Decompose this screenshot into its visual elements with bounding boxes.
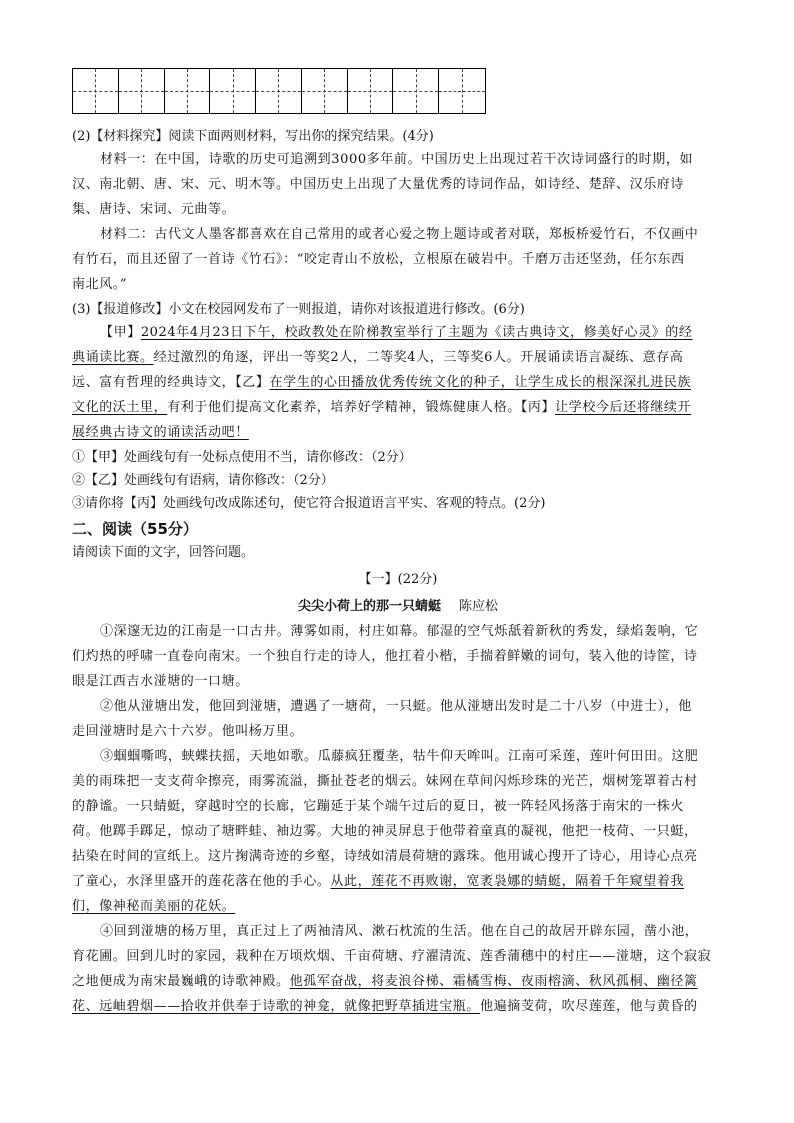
- article-line: 育花圃。回到儿时的家园，栽种在万顷炊烟、千亩荷塘、疗濯清流、莲香蒲穗中的村庄——湴塘，这个寂寂: [72, 949, 712, 964]
- underlined-jia-end: 典诵读比赛。: [72, 350, 154, 365]
- article-line: [72, 869, 724, 894]
- article-line: [72, 994, 724, 1019]
- report-sentence: 经过激烈的角逐，评出一等奖2人，二等奖4人，三等奖6人。开展诵读语言凝练、意存高: [153, 350, 684, 365]
- material-line: 汉、南北朝、唐、宋、元、明木等。中国历史上出现了大量优秀的诗词作品，如诗经、楚辞、汉乐府诗: [72, 177, 685, 192]
- reading-instruction: 请阅读下面的文字，回答问题。: [72, 545, 255, 560]
- report-line: [72, 370, 724, 395]
- article-author: 陈应松: [459, 599, 499, 614]
- article-line: 美的雨珠把一支支荷伞擦亮，雨雾流溢，撕扯苍老的烟云。妹网在草间闪烁珍珠的光芒，烟树笼罩着古村: [72, 774, 698, 789]
- article-paragraph-1: [72, 619, 724, 694]
- material-line: 有竹石，而且还留了一首诗《竹石》：“咬定青山不放松，立根原在破岩中。千磨万击还坚劲，任尔东西: [72, 252, 685, 267]
- report-line: [72, 320, 724, 345]
- article-line: ②他从湴塘出发，他回到湴塘，遭遇了一塘荷，一只蜓。他从湴塘出发时是二十八岁（中进士），他: [100, 699, 692, 714]
- article-title-line: [72, 595, 724, 619]
- underlined-sentence: 从此，莲花不再败谢，宽袤袅娜的蜻蜓，隔着千年窥望着我: [330, 874, 685, 889]
- marker-bing: 【丙】: [520, 400, 556, 415]
- article-paragraph-4: [72, 919, 724, 1019]
- section-heading-reading: 二、阅读（55分）: [72, 520, 198, 538]
- article-line: 荷。他踯手踯足，惊动了塘畔蛙、袖边雾。大地的神灵屏息于他带着童真的凝视，他把一枝荷、一只蜓，: [72, 824, 698, 839]
- report-sentence: 有利于他们提高文化素养，培养好学精神，锻炼健康人格。: [167, 400, 521, 415]
- article-sentence: 之地便成为南宋最巍峨的诗歌神殿。: [72, 974, 290, 989]
- grid-cell[interactable]: [256, 69, 302, 113]
- underlined-sentence: 们，像神秘而美丽的花妖。: [72, 899, 236, 914]
- report-line: [72, 395, 724, 420]
- section-label: 【一】(22分): [358, 572, 438, 587]
- report-sentence: 远、富有哲理的经典诗文，: [72, 375, 236, 390]
- article-line: ①深邃无边的江南是一口古井。薄雾如雨，村庄如幕。郁湿的空气烁舐着新秋的秀发，绿焰轰响，它: [100, 624, 699, 639]
- document-body: [72, 124, 724, 1019]
- grid-cell[interactable]: [165, 69, 211, 113]
- underlined-sentence: 他孤军奋战，将麦浪谷梯、霜橘雪梅、夜雨榕滴、秋风孤桐、幽径篱: [289, 974, 698, 989]
- underlined-yi: 在学生的心田播放优秀传统文化的种子，让学生成长的根深深扎进民族: [269, 375, 692, 390]
- q2-heading: (2)【材料探究】阅读下面两则材料，写出你的探究结果。(4分): [72, 129, 434, 144]
- marker-jia: 【甲】: [100, 325, 141, 340]
- article-line: [72, 969, 724, 994]
- underlined-yi-end: 文化的沃土里，: [72, 400, 168, 415]
- report-text: [72, 320, 724, 445]
- article-line: 们灼热的呼啸一直卷向南宋。一个独自行走的诗人，他扛着小楷，手揣着鲜嫩的词句，装入他的诗筐，诗: [72, 649, 698, 664]
- grid-cell[interactable]: [439, 69, 485, 113]
- material-line: 材料二：古代文人墨客都喜欢在自己常用的或者心爱之物上题诗或者对联，郑板桥爱竹石，不仅画中: [100, 227, 699, 242]
- article-line: ④回到湴塘的杨万里，真正过上了两袖清风、漱石枕流的生活。他在自己的故居开辟东园，凿小池，: [100, 924, 699, 939]
- grid-cell[interactable]: [302, 69, 348, 113]
- article-line: 走回湴塘时是六十六岁。他叫杨万里。: [72, 724, 304, 739]
- article-line: [72, 894, 724, 919]
- article-title: 尖尖小荷上的那一只蜻蜓: [297, 599, 441, 614]
- article-sentence: 他遍摘芰荷，吹尽莲莲，他与黄昏的: [480, 999, 698, 1014]
- report-line: [72, 420, 724, 445]
- material-two: [72, 222, 724, 297]
- grid-cell[interactable]: [348, 69, 394, 113]
- material-line: 材料一：在中国，诗歌的历史可追溯到3000多年前。中国历史上出现过若干次诗词盛行的时期，如: [100, 152, 694, 167]
- grid-cell[interactable]: [119, 69, 165, 113]
- underlined-bing-end: 展经典古诗文的诵读活动吧！: [72, 425, 249, 440]
- article-paragraph-2: [72, 694, 724, 744]
- article-paragraph-3: [72, 744, 724, 919]
- marker-yi: 【乙】: [235, 375, 270, 390]
- report-line: [72, 345, 724, 370]
- material-line: 集、唐诗、宋词、元曲等。: [72, 202, 236, 217]
- grid-cell[interactable]: [210, 69, 256, 113]
- grid-cell[interactable]: [393, 69, 439, 113]
- article-sentence: 了童心，水泽里盛开的莲花落在他的手心。: [72, 874, 331, 889]
- material-one: [72, 147, 724, 222]
- q3-heading: (3)【报道修改】小文在校园网发布了一则报道，请你对该报道进行修改。(6分): [72, 302, 525, 317]
- grid-cell[interactable]: [73, 69, 119, 113]
- article-line: ③蝈蝈嘶鸣，蛱蝶扶摇，天地如歌。瓜藤疯狂覆垄，牯牛仰天哞叫。江南可采莲，莲叶何田田。这肥: [100, 749, 699, 764]
- sub-question-1: ①【甲】处画线句有一处标点使用不当，请你修改：（2分）: [72, 450, 412, 465]
- article-line: 的静谧。一只蜻蜓，穿越时空的长廊，它蹦延于某个端午过后的夏日，被一阵轻风扬落于南宋的一株火: [72, 799, 685, 814]
- underlined-bing: 让学校今后还将继续开: [555, 400, 692, 415]
- article-line: 眼是江西吉水湴塘的一口塘。: [72, 674, 249, 689]
- material-line: 南北风。”: [72, 277, 128, 292]
- underlined-sentence: 花、远岫碧烟——拾收并供奉于诗歌的神龛，就像把野草插进宝瓶。: [72, 999, 481, 1014]
- underlined-jia: 2024年4月23日下午，校政教处在阶梯教室举行了主题为《读古典诗文，修美好心灵》的经: [140, 325, 693, 340]
- article-line: 拈染在时间的宣纸上。这片掬满奇迹的乡壑，诗绒如清晨荷塘的露珠。他用诚心搜开了诗心，用诗心点亮: [72, 849, 698, 864]
- answer-grid[interactable]: [72, 68, 486, 114]
- sub-question-3: ③请你将【丙】处画线句改成陈述句，使它符合报道语言平实、客观的特点。(2分): [72, 496, 546, 511]
- sub-question-2: ②【乙】处画线句有语病，请你修改：（2分）: [72, 473, 334, 488]
